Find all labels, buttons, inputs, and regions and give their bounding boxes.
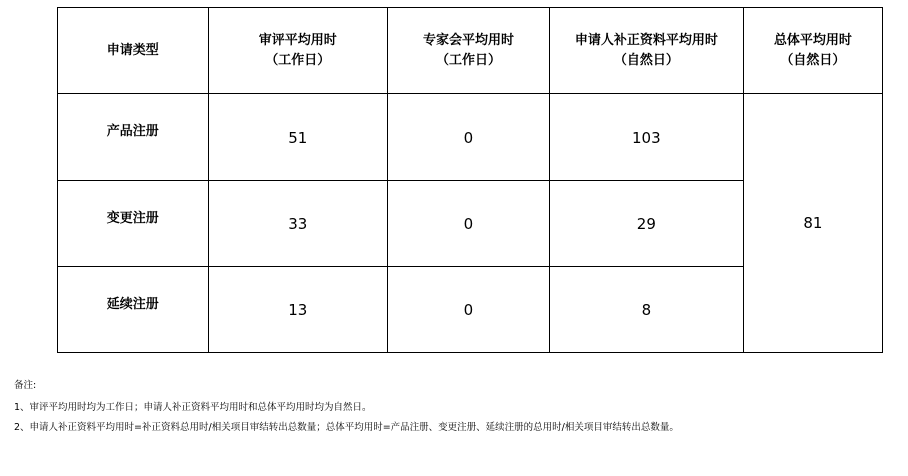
notes-title: 备注:: [14, 380, 37, 391]
review-time-value: 13: [208, 266, 387, 352]
header-overall-time: [743, 8, 882, 94]
header-review-time: [208, 8, 387, 94]
header-label: 专家会平均用时: [422, 32, 514, 48]
header-unit: （自然日）: [780, 52, 846, 68]
header-label: 申请人补正资料平均用时: [574, 32, 718, 48]
header-unit: （自然日）: [613, 52, 679, 68]
expert-time-value: 0: [388, 266, 550, 352]
review-time-value: 51: [208, 94, 387, 180]
notes-section: [14, 379, 679, 435]
note-item: 2、申请人补正资料平均用时=补正资料总用时/相关项目审结转出总数量；总体平均用时=产品注册、变更注册、延续注册的总用时/相关项目审结转出总数量。: [14, 422, 679, 433]
header-unit: （工作日）: [265, 52, 331, 68]
row-type-label: 产品注册: [58, 94, 209, 180]
header-label: 申请类型: [106, 42, 159, 58]
note-item: 1、审评平均用时均为工作日；申请人补正资料平均用时和总体平均用时均为自然日。: [14, 402, 372, 413]
header-label: 审评平均用时: [258, 32, 337, 48]
overall-time-value: 81: [743, 94, 882, 353]
supplement-time-value: 103: [549, 94, 743, 180]
expert-time-value: 0: [388, 180, 550, 266]
row-type-label: 延续注册: [58, 266, 209, 352]
header-label: 总体平均用时: [773, 32, 852, 48]
review-time-value: 33: [208, 180, 387, 266]
header-expert-meeting-time: [388, 8, 550, 94]
header-application-type: [58, 8, 209, 94]
row-type-label: 变更注册: [58, 180, 209, 266]
review-time-table: [57, 7, 883, 353]
expert-time-value: 0: [388, 94, 550, 180]
table-row: [58, 94, 883, 180]
supplement-time-value: 29: [549, 180, 743, 266]
header-unit: （工作日）: [435, 52, 501, 68]
table-header-row: [58, 8, 883, 94]
supplement-time-value: 8: [549, 266, 743, 352]
header-supplement-time: [549, 8, 743, 94]
